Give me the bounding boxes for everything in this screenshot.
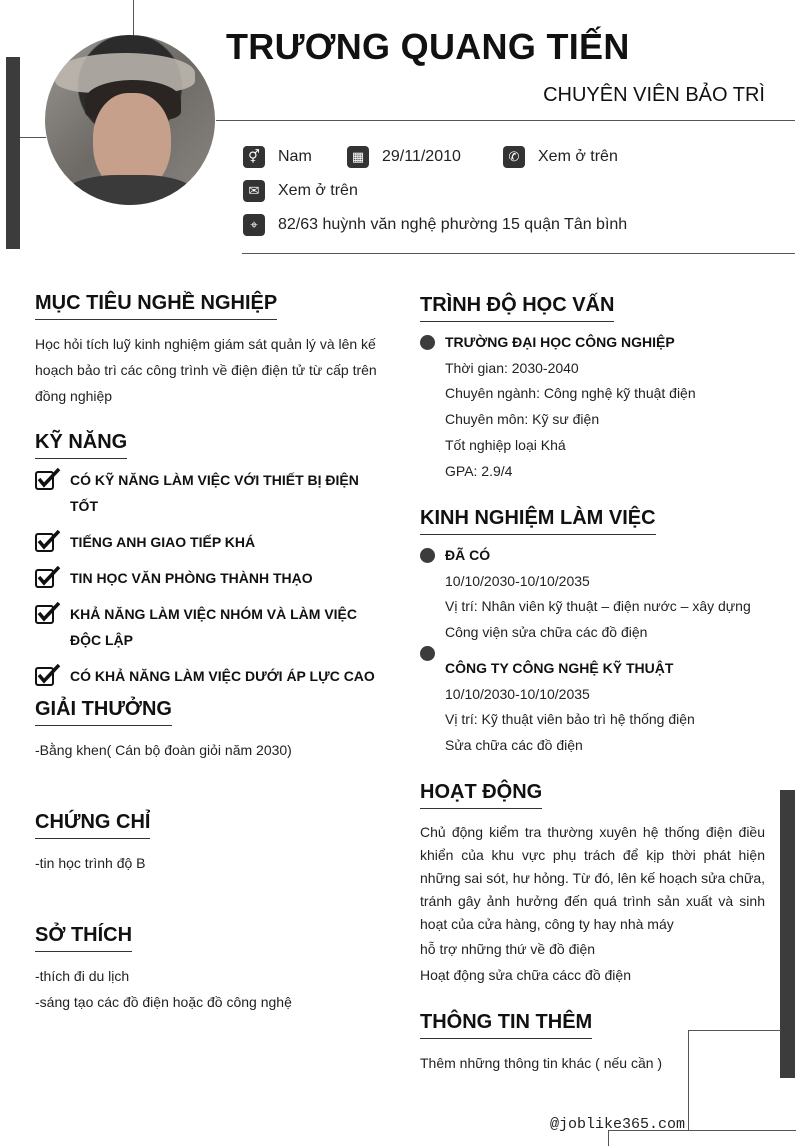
checkbox-checked-icon: [35, 602, 61, 624]
experience-entry: [445, 656, 765, 759]
bullet-dot: [420, 548, 435, 563]
education-entry: [445, 330, 765, 484]
company-name: CÔNG TY CÔNG NGHỆ KỸ THUẬT: [445, 660, 674, 676]
decor-bar-left: [6, 57, 20, 249]
avatar: [45, 35, 215, 205]
objective-section: [35, 292, 385, 409]
objective-text: Học hỏi tích luỹ kinh nghiệm giám sát quản lý và lên kế hoạch bảo trì các công trình về điện điện tử từ cấp trên đồng nghiệp: [35, 336, 377, 404]
education-line: Chuyên môn: Kỹ sư điện: [445, 411, 600, 428]
education-line: Tốt nghiệp loại Khá: [445, 436, 566, 453]
info-phone: ✆ Xem ở trên: [503, 146, 618, 168]
info-gender: ⚥ Nam: [243, 146, 312, 168]
info-address: ⌖ 82/63 huỳnh văn nghệ phường 15 quận Tân bình: [243, 214, 627, 236]
section-title: THÔNG TIN THÊM: [420, 1011, 592, 1039]
experience-entry: [445, 543, 765, 646]
section-title: TRÌNH ĐỘ HỌC VẤN: [420, 294, 614, 322]
bullet-dot: [420, 335, 435, 350]
candidate-role: CHUYÊN VIÊN BẢO TRÌ: [543, 84, 765, 106]
section-title: CHỨNG CHỈ: [35, 811, 150, 839]
location-icon: ⌖: [243, 214, 265, 236]
email-icon: ✉: [243, 180, 265, 202]
phone-icon: ✆: [503, 146, 525, 168]
checkbox-checked-icon: [35, 530, 61, 552]
skill-item: TIN HỌC VĂN PHÒNG THÀNH THẠO: [35, 565, 387, 591]
job-description: Công viện sửa chữa các đồ điện: [445, 624, 648, 641]
info-birthday: ▦ 29/11/2010: [347, 146, 461, 168]
checkbox-checked-icon: [35, 566, 61, 588]
job-period: 10/10/2030-10/10/2035: [445, 572, 590, 589]
section-title: KỸ NĂNG: [35, 431, 127, 459]
more-info-text: Thêm những thông tin khác ( nếu cần ): [420, 1055, 663, 1071]
education-line: GPA: 2.9/4: [445, 462, 513, 479]
checkbox-checked-icon: [35, 664, 61, 686]
checkbox-checked-icon: [35, 468, 61, 490]
activity-line: hỗ trợ những thứ về đồ điện: [420, 941, 596, 957]
education-section: [420, 294, 765, 322]
skills-list: [35, 467, 387, 689]
footer-watermark: @joblike365.com: [550, 1116, 686, 1133]
awards-text: -Bằng khen( Cán bộ đoàn giỏi năm 2030): [35, 742, 292, 758]
school-name: TRƯỜNG ĐẠI HỌC CÔNG NGHIỆP: [445, 334, 675, 350]
bullet-dot: [420, 646, 435, 661]
more-info-section: [420, 1011, 765, 1076]
hobby-item: -sáng tạo các đồ điện hoặc đồ công nghệ: [35, 994, 292, 1010]
activity-line: Hoạt động sửa chữa cácc đồ điện: [420, 967, 631, 983]
skill-item: CÓ KỸ NĂNG LÀM VIỆC VỚI THIẾT BỊ ĐIỆN TỐT: [35, 467, 387, 519]
decor-line: [20, 137, 46, 138]
education-line: Chuyên ngành: Công nghệ kỹ thuật điện: [445, 385, 696, 402]
section-title: HOẠT ĐỘNG: [420, 781, 542, 809]
section-title: GIẢI THƯỞNG: [35, 698, 172, 726]
info-divider: [242, 253, 795, 254]
job-period: 10/10/2030-10/10/2035: [445, 685, 590, 702]
hobbies-section: [35, 924, 385, 1015]
job-position: Vị trí: Kỹ thuật viên bảo trì hệ thống điện: [445, 711, 695, 728]
experience-section: [420, 507, 765, 535]
calendar-icon: ▦: [347, 146, 369, 168]
certificates-text: -tin học trình độ B: [35, 855, 146, 871]
awards-section: [35, 698, 385, 763]
section-title: MỤC TIÊU NGHỀ NGHIỆP: [35, 292, 277, 320]
header-divider: [216, 120, 795, 121]
decor-bar-right: [780, 790, 795, 1078]
activities-section: [420, 781, 765, 988]
job-description: Sửa chữa các đồ điện: [445, 737, 583, 754]
activities-text: Chủ động kiểm tra thường xuyên hệ thống điện điều khiển của khu vực phụ trách để kịp thời phát hiện những sai sót, hư hỏng. Từ đó, lên kế hoạch sửa chữa, tránh gây ảnh hưởng đến quá trình sản xuất và sinh hoạt của cửa hàng, công ty hay nhà máy: [420, 824, 765, 932]
education-line: Thời gian: 2030-2040: [445, 359, 579, 376]
company-name: ĐÃ CÓ: [445, 547, 491, 563]
candidate-name: TRƯƠNG QUANG TIẾN: [226, 26, 630, 67]
skills-section: [35, 431, 387, 689]
skill-item: KHẢ NĂNG LÀM VIỆC NHÓM VÀ LÀM VIỆC ĐỘC LẬP: [35, 601, 387, 653]
decor-line: [133, 0, 134, 36]
section-title: SỞ THÍCH: [35, 924, 132, 952]
hobby-item: -thích đi du lịch: [35, 968, 130, 984]
job-position: Vị trí: Nhân viên kỹ thuật – điện nước – xây dựng: [445, 598, 751, 615]
section-title: KINH NGHIỆM LÀM VIỆC: [420, 507, 656, 535]
skill-item: CÓ KHẢ NĂNG LÀM VIỆC DƯỚI ÁP LỰC CAO: [35, 663, 387, 689]
skill-item: TIẾNG ANH GIAO TIẾP KHÁ: [35, 529, 387, 555]
info-email: ✉ Xem ở trên: [243, 180, 358, 202]
certificates-section: [35, 811, 385, 876]
gender-icon: ⚥: [243, 146, 265, 168]
